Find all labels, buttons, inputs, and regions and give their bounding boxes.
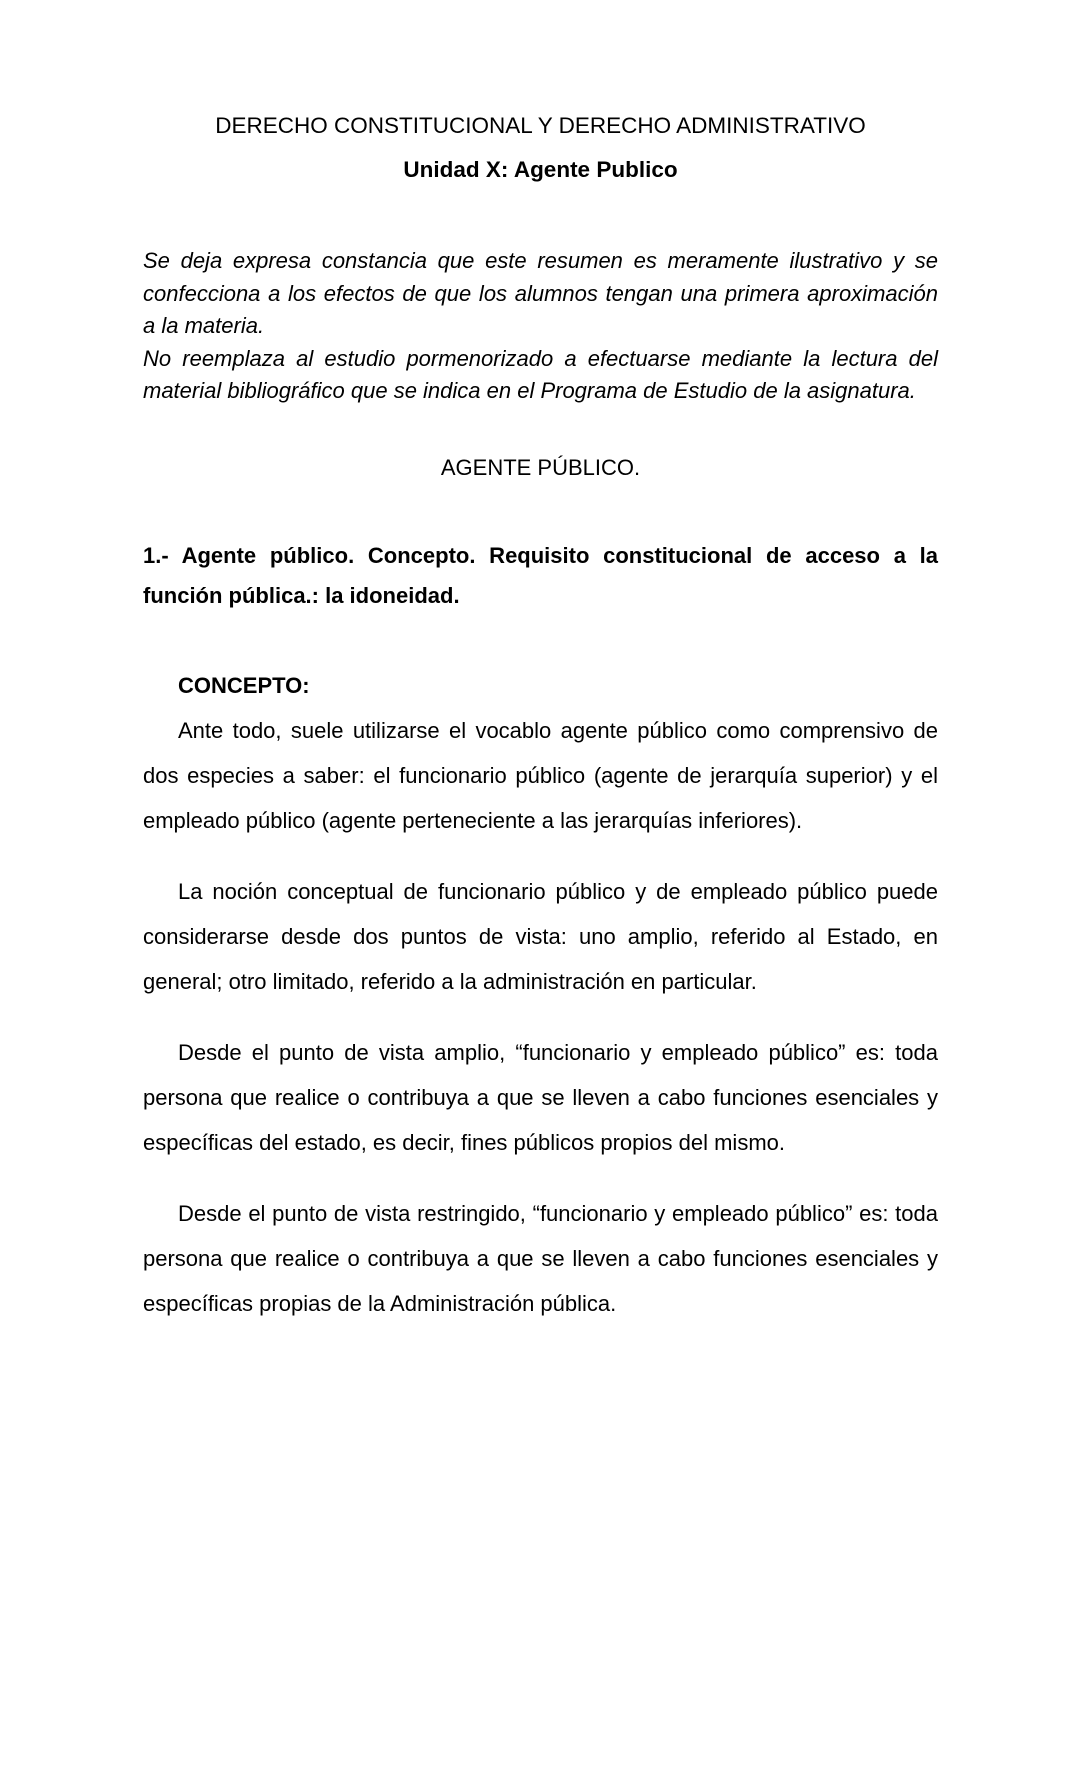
disclaimer-paragraph-2: No reemplaza al estudio pormenorizado a efectuarse mediante la lectura del material bibliográfico que se indica en el Programa de Estudio de la asignatura.: [143, 345, 938, 403]
body-paragraph: La noción conceptual de funcionario público y de empleado público puede considerarse desde dos puntos de vista: uno amplio, referido al Estado, en general; otro limitado, referido a la administración en particular.: [143, 878, 938, 994]
body-paragraph: Ante todo, suele utilizarse el vocablo agente público como comprensivo de dos especies a saber: el funcionario público (agente de jerarquía superior) y el empleado público (agente perteneciente a las jerarquías inferiores).: [143, 717, 938, 833]
document-title: DERECHO CONSTITUCIONAL Y DERECHO ADMINISTRATIVO: [215, 113, 866, 138]
body-paragraph: Desde el punto de vista amplio, “funcionario y empleado público” es: toda persona que realice o contribuya a que se lleven a cabo funciones esenciales y específicas del estado, es decir, fines públicos propios del mismo.: [143, 1039, 938, 1155]
section-title: AGENTE PÚBLICO.: [440, 454, 641, 480]
numbered-heading: 1.- Agente público. Concepto. Requisito constitucional de acceso a la función pública.: la idoneidad.: [143, 542, 938, 608]
concepto-label: CONCEPTO:: [178, 672, 310, 698]
document-subtitle: Unidad X: Agente Publico: [403, 157, 678, 182]
body-paragraph: Desde el punto de vista restringido, “funcionario y empleado público” es: toda persona que realice o contribuya a que se lleven a cabo funciones esenciales y específicas propias de la Administración pública.: [143, 1200, 938, 1316]
disclaimer-paragraph-1: Se deja expresa constancia que este resumen es meramente ilustrativo y se confecciona a los efectos de que los alumnos tengan una primera aproximación a la materia.: [143, 248, 938, 338]
